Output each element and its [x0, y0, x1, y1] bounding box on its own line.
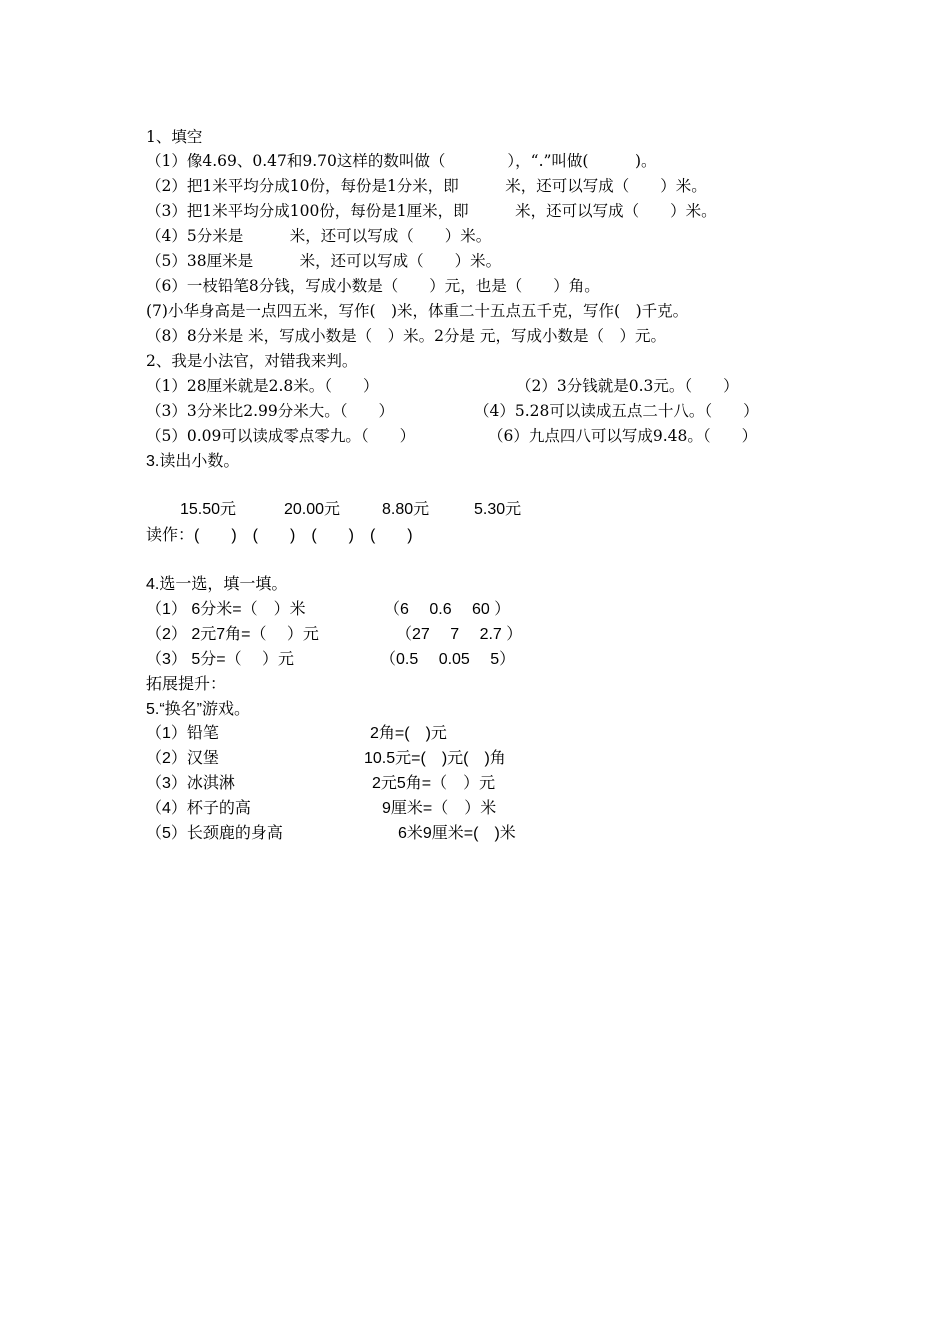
s1-question-4: （4）5分米是 米，还可以写成（ ）米。 [146, 227, 492, 245]
s4-question-2: （2） 2元7角=（ ）元 [146, 626, 319, 643]
s4-question-1: （1） 6分米=（ ）米 [146, 601, 306, 618]
s5-item-name-2: （2）汉堡 [146, 750, 219, 767]
s1-question-6: （6）一枝铅笔8分钱，写成小数是（ ）元，也是（ ）角。 [146, 277, 600, 295]
s5-item-expr-4: 9厘米=（ ）米 [382, 800, 497, 817]
section-1-title: 1、填空 [146, 128, 203, 146]
s2-question-2: （2）3分钱就是0.3元。（ ） [516, 377, 739, 395]
s1-question-1: （1）像4.69、0.47和9.70这样的数叫做（ ），“.”叫做( )。 [146, 152, 657, 170]
extension-heading: 拓展提升： [146, 676, 227, 693]
s2-question-5: （5）0.09可以读成零点零九。（ ） [146, 427, 416, 445]
s5-item-name-3: （3）冰淇淋 [146, 775, 235, 792]
s5-item-expr-5: 6米9厘米=( )米 [398, 825, 516, 842]
amount-2: 20.00元 [284, 501, 341, 518]
s5-item-name-5: （5）长颈鹿的身高 [146, 825, 283, 842]
amount-3: 8.80元 [382, 501, 430, 518]
s4-options-1: （6 0.6 60 ） [384, 601, 511, 618]
s1-question-7: (7)小华身高是一点四五米，写作( )米，体重二十五点五千克，写作( )千克。 [146, 302, 689, 320]
amount-1: 15.50元 [180, 501, 237, 518]
section-4-title: 4.选一选，填一填。 [146, 576, 288, 593]
s2-question-1: （1）28厘米就是2.8米。（ ） [146, 377, 379, 395]
s1-question-3: （3）把1米平均分成100份，每份是1厘米，即 米，还可以写成（ ）米。 [146, 202, 717, 220]
s5-item-expr-2: 10.5元=( )元( )角 [364, 750, 506, 767]
amount-4: 5.30元 [474, 501, 522, 518]
s4-options-3: （0.5 0.05 5） [380, 651, 516, 668]
s2-question-4: （4）5.28可以读成五点二十八。（ ） [474, 402, 759, 420]
s4-options-2: （27 7 2.7 ） [396, 626, 523, 643]
s1-question-5: （5）38厘米是 米，还可以写成（ ）米。 [146, 252, 502, 270]
section-3-title: 3.读出小数。 [146, 453, 240, 470]
s5-item-name-1: （1）铅笔 [146, 725, 219, 742]
s1-question-8: （8）8分米是 米，写成小数是（ ）米。2分是 元，写成小数是（ ）元。 [146, 327, 666, 345]
s2-question-6: （6）九点四八可以写成9.48。（ ） [488, 427, 758, 445]
s5-item-name-4: （4）杯子的高 [146, 800, 251, 817]
s2-question-3: （3）3分米比2.99分米大。（ ） [146, 402, 394, 420]
s5-item-expr-1: 2角=( )元 [370, 725, 447, 742]
read-as-line: 读作：( ) ( ) ( ) ( ) [146, 527, 413, 544]
s4-question-3: （3） 5分=（ ）元 [146, 651, 295, 668]
section-2-title: 2、我是小法官，对错我来判。 [146, 352, 358, 370]
s5-item-expr-3: 2元5角=（ ）元 [372, 775, 496, 792]
s1-question-2: （2）把1米平均分成10份，每份是1分米，即 米，还可以写成（ ）米。 [146, 177, 707, 195]
section-5-title: 5.“换名”游戏。 [146, 701, 251, 718]
